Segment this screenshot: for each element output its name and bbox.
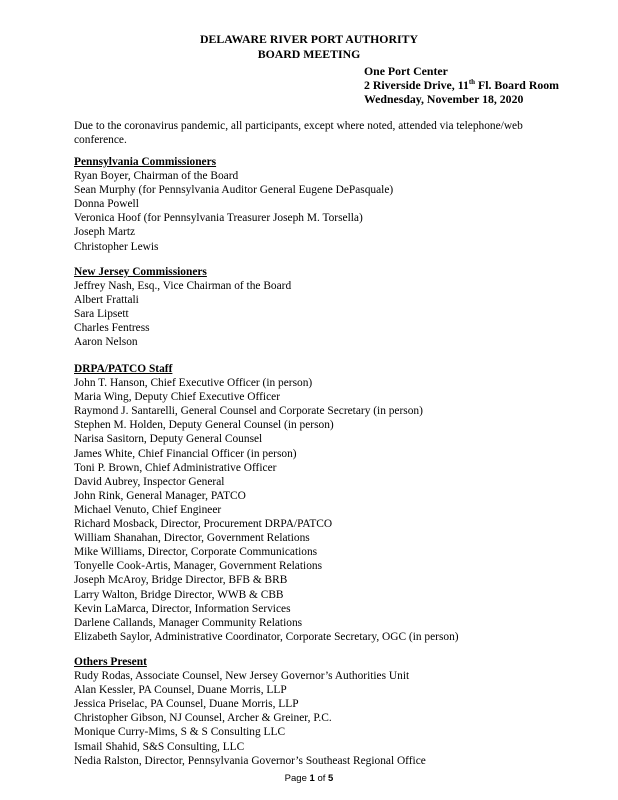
list-item: Michael Venuto, Chief Engineer: [74, 503, 222, 516]
of-label: of: [317, 773, 326, 784]
location-name: One Port Center: [364, 64, 448, 78]
total-pages-number: 5: [328, 773, 334, 784]
list-item: David Aubrey, Inspector General: [74, 475, 225, 488]
address-superscript: th: [468, 78, 476, 87]
list-item: Jessica Priselac, PA Counsel, Duane Morris, LLP: [74, 698, 299, 711]
section-heading: DRPA/PATCO Staff: [74, 363, 173, 375]
section-heading: Others Present: [74, 656, 147, 668]
location-address: [364, 78, 559, 92]
list-item: Nedia Ralston, Director, Pennsylvania Governor’s Southeast Regional Office: [74, 754, 426, 767]
list-item: Kevin LaMarca, Director, Information Services: [74, 602, 291, 615]
list-item: Joseph McAroy, Bridge Director, BFB & BRB: [74, 574, 288, 587]
document-title: DELAWARE RIVER PORT AUTHORITY: [200, 32, 418, 46]
list-item: Narisa Sasitorn, Deputy General Counsel: [74, 433, 263, 446]
list-item: Jeffrey Nash, Esq., Vice Chairman of the Board: [74, 280, 292, 293]
section-heading: Pennsylvania Commissioners: [74, 156, 217, 168]
list-item: Aaron Nelson: [74, 336, 138, 349]
list-item: Albert Frattali: [74, 294, 139, 307]
list-item: Ismail Shahid, S&S Consulting, LLC: [74, 740, 245, 753]
document-subtitle: BOARD MEETING: [257, 47, 361, 61]
list-item: John T. Hanson, Chief Executive Officer (in person): [74, 377, 313, 390]
list-item: Toni P. Brown, Chief Administrative Officer: [74, 461, 277, 474]
address-text: 2 Riverside Drive, 11: [364, 78, 469, 92]
list-item: Ryan Boyer, Chairman of the Board: [74, 170, 239, 183]
section-heading: New Jersey Commissioners: [74, 266, 207, 278]
address-room: Fl. Board Room: [475, 78, 559, 92]
list-item: Veronica Hoof (for Pennsylvania Treasurer Joseph M. Torsella): [74, 212, 363, 225]
list-item: Joseph Martz: [74, 226, 136, 239]
page-label: Page: [284, 773, 307, 784]
list-item: Stephen M. Holden, Deputy General Counsel (in person): [74, 419, 334, 432]
list-item: Richard Mosback, Director, Procurement DRPA/PATCO: [74, 518, 333, 531]
list-item: Raymond J. Santarelli, General Counsel and Corporate Secretary (in person): [74, 405, 423, 418]
list-item: Alan Kessler, PA Counsel, Duane Morris, LLP: [74, 684, 287, 697]
list-item: Monique Curry-Mims, S & S Consulting LLC: [74, 726, 286, 739]
list-item: Rudy Rodas, Associate Counsel, New Jersey Governor’s Authorities Unit: [74, 670, 410, 683]
list-item: Maria Wing, Deputy Chief Executive Officer: [74, 391, 280, 404]
page-number-footer: [0, 772, 618, 786]
meeting-date: Wednesday, November 18, 2020: [364, 92, 524, 106]
list-item: James White, Chief Financial Officer (in person): [74, 447, 297, 460]
list-item: Sara Lipsett: [74, 308, 129, 321]
list-item: Larry Walton, Bridge Director, WWB & CBB: [74, 588, 284, 601]
list-item: Mike Williams, Director, Corporate Communications: [74, 546, 318, 559]
list-item: Charles Fentress: [74, 322, 150, 335]
list-item: Elizabeth Saylor, Administrative Coordinator, Corporate Secretary, OGC (in person): [74, 630, 459, 643]
section-pennsylvania-commissioners: [74, 155, 393, 254]
list-item: Christopher Lewis: [74, 240, 159, 253]
section-others-present: [74, 655, 426, 768]
list-item: Tonyelle Cook-Artis, Manager, Government Relations: [74, 560, 323, 573]
list-item: Christopher Gibson, NJ Counsel, Archer & Greiner, P.C.: [74, 712, 332, 725]
current-page-number: 1: [309, 773, 315, 784]
list-item: Sean Murphy (for Pennsylvania Auditor General Eugene DePasquale): [74, 184, 394, 197]
list-item: Donna Powell: [74, 198, 139, 211]
list-item: Darlene Callands, Manager Community Relations: [74, 616, 303, 629]
intro-paragraph: Due to the coronavirus pandemic, all participants, except where noted, attended via telephone/web conference.: [74, 120, 523, 147]
section-new-jersey-commissioners: [74, 265, 291, 350]
list-item: William Shanahan, Director, Government Relations: [74, 532, 310, 545]
meeting-location-block: [364, 64, 559, 106]
section-drpa-patco-staff: [74, 362, 459, 644]
list-item: John Rink, General Manager, PATCO: [74, 489, 246, 502]
